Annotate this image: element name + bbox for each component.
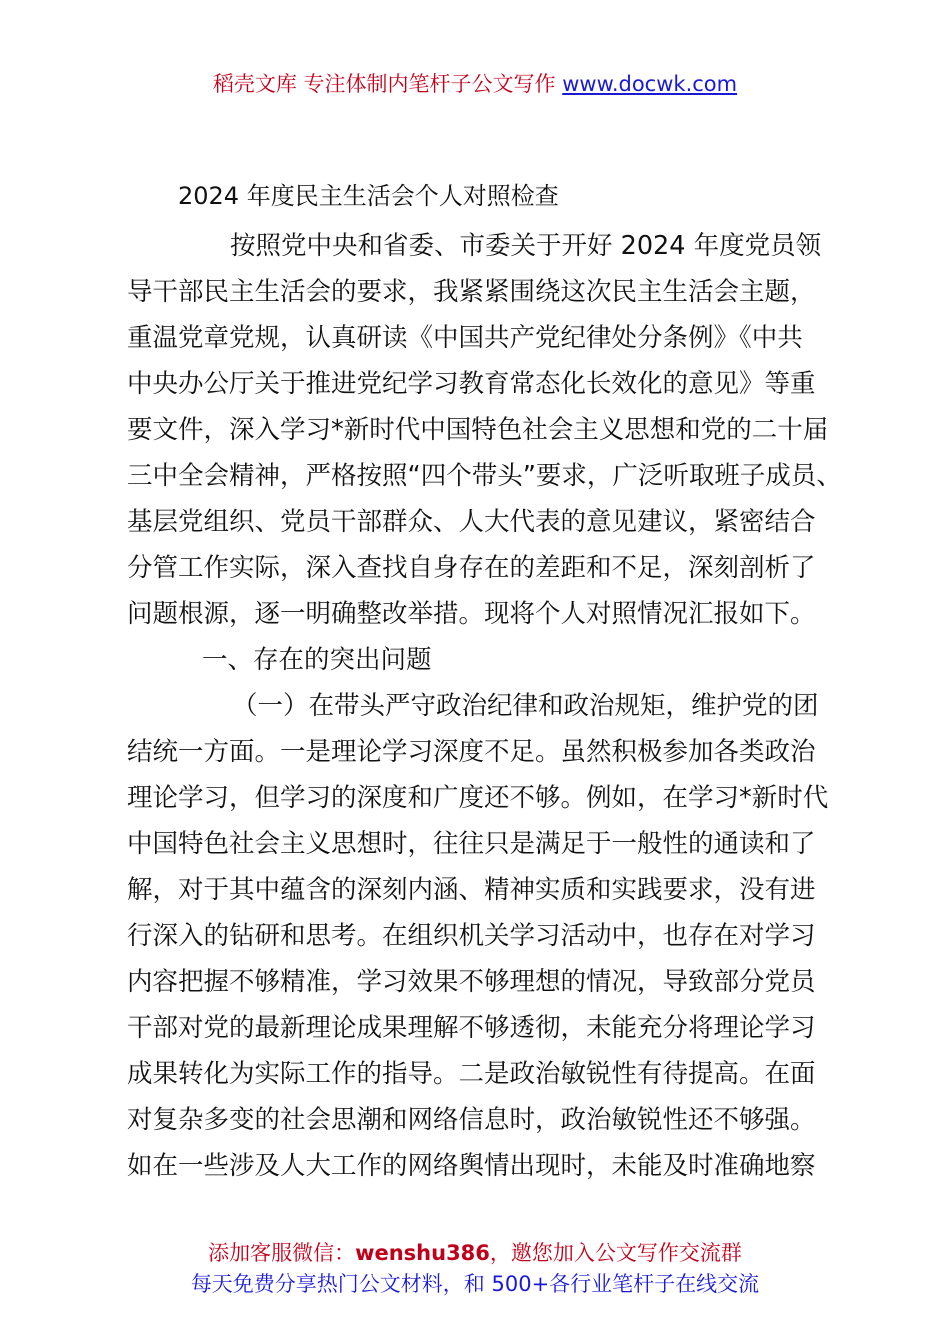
paragraph-line: 结统一方面。一是理论学习深度不足。虽然积极参加各类政治 — [127, 737, 816, 767]
paragraph-line: 要文件，深入学习*新时代中国特色社会主义思想和党的二十届 — [127, 415, 829, 445]
paragraph-line: 分管工作实际，深入查找自身存在的差距和不足，深刻剖析了 — [127, 553, 816, 583]
paragraph-line: 成果转化为实际工作的指导。二是政治敏锐性有待提高。在面 — [127, 1059, 816, 1089]
paragraph-line: 对复杂多变的社会思潮和网络信息时，政治敏锐性还不够强。 — [127, 1105, 816, 1135]
paragraph-line: 导干部民主生活会的要求，我紧紧围绕这次民主生活会主题， — [127, 277, 816, 307]
paragraph-line: 理论学习，但学习的深度和广度还不够。例如，在学习*新时代 — [127, 783, 829, 813]
site-header-text: 稻壳文库 专注体制内笔杆子公文写作 — [212, 72, 563, 96]
footer-wechat-suffix: ，邀您加入公文写作交流群 — [489, 1241, 742, 1265]
document-title: 2024 年度民主生活会个人对照检查 — [178, 182, 559, 210]
wechat-id: wenshu386 — [355, 1241, 490, 1265]
paragraph-line: 重温党章党规，认真研读《中国共产党纪律处分条例》《中共 — [127, 323, 803, 353]
site-url-link[interactable]: www.docwk.com — [562, 72, 738, 96]
promo-footer — [0, 1238, 950, 1300]
paragraph-line: 问题根源，逐一明确整改举措。现将个人对照情况汇报如下。 — [127, 599, 816, 629]
paragraph-line: 基层党组织、党员干部群众、人大代表的意见建议，紧密结合 — [127, 507, 816, 537]
paragraph-line: 内容把握不够精准，学习效果不够理想的情况，导致部分党员 — [127, 967, 816, 997]
paragraph-line: （一）在带头严守政治纪律和政治规矩，维护党的团 — [232, 691, 819, 721]
paragraph-line: 三中全会精神，严格按照“四个带头”要求，广泛听取班子成员、 — [127, 461, 842, 491]
footer-wechat-prefix: 添加客服微信： — [208, 1241, 356, 1265]
site-header-banner — [0, 68, 950, 100]
section-heading: 一、存在的突出问题 — [202, 645, 432, 675]
paragraph-line: 中国特色社会主义思想时，往往只是满足于一般性的通读和了 — [127, 829, 816, 859]
document-body — [127, 223, 842, 1189]
paragraph-line: 行深入的钻研和思考。在组织机关学习活动中，也存在对学习 — [127, 921, 816, 951]
paragraph-line: 中央办公厅关于推进党纪学习教育常态化长效化的意见》等重 — [127, 369, 816, 399]
footer-wechat-line — [0, 1238, 950, 1269]
paragraph-line: 按照党中央和省委、市委关于开好 2024 年度党员领 — [230, 231, 822, 261]
paragraph-line: 干部对党的最新理论成果理解不够透彻，未能充分将理论学习 — [127, 1013, 816, 1043]
paragraph-line: 如在一些涉及人大工作的网络舆情出现时，未能及时准确地察 — [127, 1151, 816, 1181]
paragraph-line: 解，对于其中蕴含的深刻内涵、精神实质和实践要求，没有进 — [127, 875, 816, 905]
footer-share-line: 每天免费分享热门公文材料，和 500+各行业笔杆子在线交流 — [190, 1272, 760, 1296]
